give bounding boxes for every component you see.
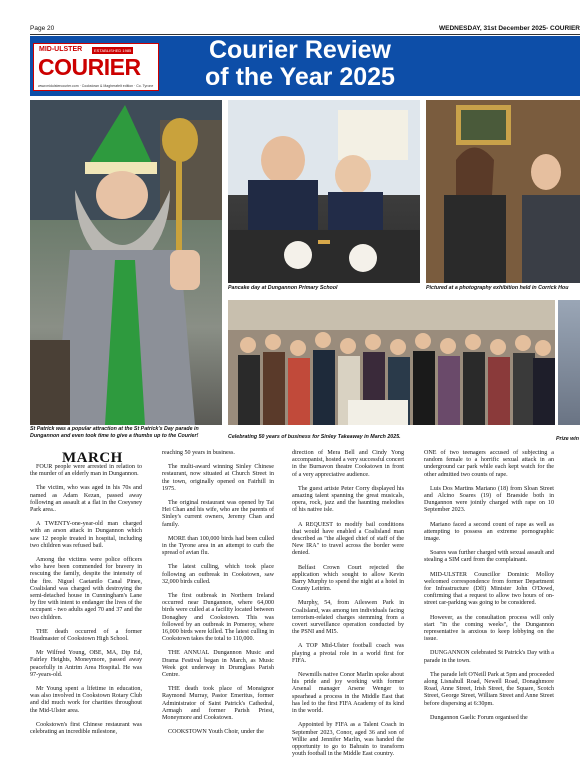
- article-paragraph: The original restaurant was opened by Tai Hei Chan and his wife, who are the parents of Sinley's current owners, Jeremy Chan and family.: [162, 500, 274, 528]
- article-paragraph: reaching 50 years in business.: [162, 450, 235, 456]
- article-paragraph: Mr Young spent a lifetime in education, was also involved in Cookstown Rotary Club and did much work for charities throughout the Mid-Ulster area.: [30, 686, 142, 714]
- photo-exhibition: [426, 100, 580, 283]
- article-paragraph: DUNGANNON celebrated St Patrick's Day with a parade in the town.: [424, 650, 554, 664]
- article-paragraph: A REQUEST to modify bail conditions that would have enabled a Coalisland man described as "the alleged chief of staff of the New IRA" to travel across the border were denied.: [292, 521, 404, 557]
- headline-line1: Courier Review: [208, 36, 391, 64]
- headline-line2: of the Year 2025: [205, 63, 395, 91]
- article-paragraph: However, as the consultation process will only start "in the coming weeks", the Dungannon representative is anxious to keep lobbying on the issue.: [424, 614, 554, 643]
- article-column-3: [292, 450, 404, 765]
- article-paragraph: direction of Mera Bell and Cindy Yong accompanist, hosted a very successful concert in the Burnavon theatre Cookstown in front of a very appreciative audience.: [292, 450, 405, 478]
- article-paragraph: A TOP Mid-Ulster football coach was playing a pivotal role in a world first for FIFA.: [292, 643, 404, 664]
- article-paragraph: A TWENTY-one-year-old man charged with an arson attack in Dungannon which saw 12 people treated in hospital, including two children was refused bail.: [30, 521, 142, 549]
- article-paragraph: Murphy, 54, from Aileswen Park in Coalisland, was among ten individuals facing terrorism-related charges stemming from a covert surveillance operation conducted by the PSNI and MI5.: [292, 600, 404, 636]
- photo-takeaway-group: [228, 300, 555, 425]
- article-paragraph: COOKSTOWN Youth Choir, under the: [168, 729, 264, 736]
- article-paragraph: The victim, who was aged in his 70s and named as Adam Kezan, passed away following an assault at a flat in the Coeysney Park area..: [30, 485, 142, 514]
- article-column-2: [162, 450, 274, 744]
- masthead-name: COURIER: [38, 54, 141, 80]
- article-paragraph: Luis Dos Martins Mariano (18) from Sloan Street and Alcino Soares (19) of Braeside both in Dungannon were jointly charged with rape on 10 September 2023.: [424, 485, 554, 514]
- article-paragraph: The multi-award winning Sinley Chinese restaurant, now situated at Church Street in the town, originally opened on Fairhill in 1975.: [162, 464, 274, 492]
- article-paragraph: The latest culling, which took place following an outbreak in Cookstown, saw 32,000 birds culled.: [162, 564, 274, 585]
- article-paragraph: Mariano faced a second count of rape as well as attempting to possess an extreme pornographic image.: [424, 521, 554, 543]
- article-column-4: [424, 450, 554, 729]
- section-heading: MARCH: [62, 450, 123, 466]
- photo-prize-winner: [558, 300, 580, 425]
- caption-prize: Prize win: [556, 436, 579, 442]
- article-paragraph: Soares was further charged with sexual assault and stealing a SIM card from the complainant.: [424, 550, 554, 564]
- article-paragraph: The first outbreak in Northern Ireland occurred near Dungannon, where 64,000 birds were culled at a facility located between Donaghey and Cookstown. This was followed by an outbreak in Pomeroy, where 16,000 birds were killed. The latest culling in Cookstown takes the total to 110,000.: [162, 593, 274, 643]
- caption-takeaway: Celebrating 50 years of business for Sinley Takeaway in March 2025.: [228, 434, 401, 440]
- article-paragraph: Cookstown's first Chinese restaurant was celebrating an incredible milestone,: [30, 721, 142, 736]
- article-column-1: [30, 464, 142, 743]
- article-paragraph: Dungannon Gaelic Forum organised the: [430, 714, 528, 721]
- article-paragraph: Appointed by FIFA as a Talent Coach in September 2023, Conor, aged 36 and son of Willie and Jennifer Marlin, was handed the opportunity to go to Bahrain to transform youth football in the Middle East country.: [292, 722, 404, 758]
- page-headline: [180, 37, 420, 91]
- caption-exhibition: Pictured at a photography exhibition held in Corrick Hou: [426, 285, 569, 291]
- page-header: [30, 22, 580, 35]
- pancake-day-illustration: [228, 100, 420, 283]
- takeaway-group-illustration: [228, 300, 555, 425]
- article-paragraph: The parade left O'Neill Park at 5pm and proceeded along Lisnahull Road, Newell Road, Donaghmore Road, Anne Street, Irish Street, the Square, Scotch Street, George Street, William Street and Anne Street before dispersing at 6:30pm.: [424, 671, 554, 707]
- article-paragraph: The guest artiste Peter Corry displayed his amazing talent spanning the great musicals, opera, rock, jazz and the haunting melodies of his native isle.: [292, 485, 404, 514]
- page-number: Page 20: [30, 24, 55, 32]
- article-paragraph: MID-ULSTER Councillor Dominic Molloy welcomed correspondence from former Department for Infrastructure (DfI) Minister John O'Dowd, confirming that a request to allow two hours of on-street car-parking was going to be considered.: [424, 571, 554, 607]
- article-paragraph: ONE of two teenagers accused of subjecting a random female to a horrific sexual attack in an underground car park while each kept watch for the other admitted two counts of rape.: [424, 450, 554, 478]
- article-paragraph: Newmills native Conor Marlin spoke about his pride and joy working with former Arsenal manager Arsene Wenger to spearhead a process in the Middle East that has led to the first FIFA Academy of its kind in the world.: [292, 672, 404, 715]
- st-patrick-illustration: [30, 100, 222, 425]
- article-paragraph: FOUR people were arrested in relation to the murder of an elderly man in Dungannon.: [30, 464, 142, 478]
- caption-st-patrick: St Patrick was a popular attraction at the St Patrick's Day parade in Dungannon and even took time to give a thumbs up to the Courier!: [30, 426, 199, 439]
- article-paragraph: Mr Wilfred Young, OBE, MA, Dip Ed, Fairley Heights, Moneymore, passed away peacefully in Antrim Area Hospital. He was 97-years-old.: [30, 650, 142, 678]
- article-paragraph: THE ANNUAL Dungannon Music and Drama Festival began in March, as Music Week got underway in Drumglass Parish Centre.: [162, 650, 274, 679]
- photo-st-patrick: [30, 100, 222, 425]
- article-paragraph: MORE than 100,000 birds had been culled in the Tyrone area in an attempt to curb the spread of avian flu.: [162, 535, 274, 557]
- article-paragraph: Among the victims were police officers who have been commended for bravery in rescuing the family, despite the intensity of the fire. Niguel Caetanilo Canal Pinee, Coalisland was charged with destroying the semi-detached house in Cunningham's Lane by fire with intent to endanger the lives of the occupant - two adults aged 70 and 37 and the two children.: [30, 557, 142, 621]
- caption-pancake-day: Pancake day at Dungannon Primary School: [228, 285, 338, 291]
- article-paragraph: THE death occurred of a former Headmaster of Cookstown High School.: [30, 628, 142, 643]
- exhibition-illustration: [426, 100, 580, 283]
- photo-pancake-day: [228, 100, 420, 283]
- article-paragraph: Belfast Crown Court rejected the application which sought to allow Kevin Barry Murphy to spend the night at a hotel in County Leitrim.: [292, 564, 404, 593]
- date-line: WEDNESDAY, 31st December 2025- COURIER: [438, 24, 580, 32]
- masthead-tagline: www.midulstercourier.com · Cookstown & Magherafelt edition · Co. Tyrone: [38, 84, 154, 88]
- masthead-logo: [33, 43, 159, 91]
- masthead-estd: ESTABLISHED 1985: [94, 48, 132, 53]
- masthead-line1: MID-ULSTER: [39, 46, 83, 53]
- article-paragraph: THE death took place of Monsignor Raymond Murray, Pastor Emeritus, former Administrator of Saint Patrick's Cathedral, Armagh and former Parish Priest, Moneymore and Cookstown.: [162, 686, 274, 722]
